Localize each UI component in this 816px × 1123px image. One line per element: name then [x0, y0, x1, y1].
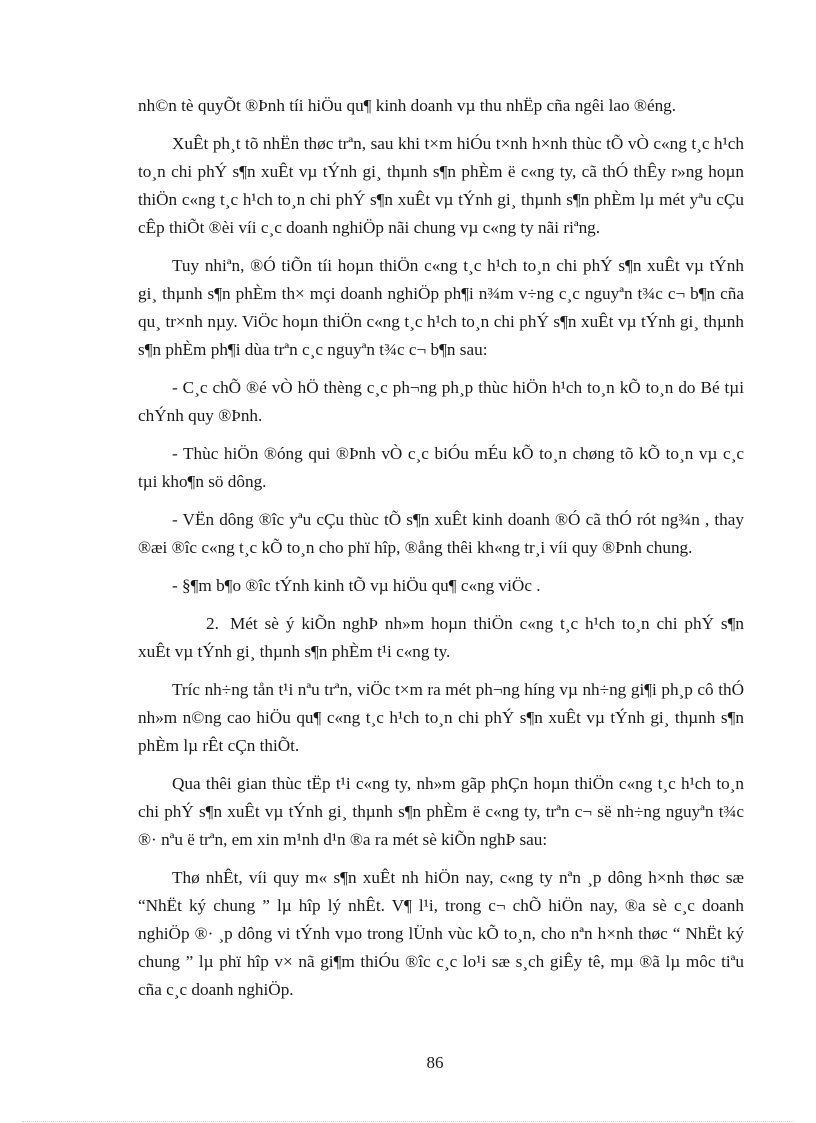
paragraph-5: Qua thêi gian thùc tËp t¹i c«ng ty, nh»m gãp phÇn hoµn thiÖn c«ng t¸c h¹ch to¸n chi phÝ s¶n xuÊt vµ tÝnh gi¸ thµnh s¶n phÈm ë c«ng ty, trªn c¬ së nh÷ng nguyªn t¾c ®· nªu ë trªn, em xin m¹nh d¹n ®a ra mét sè kiÕn nghÞ sau:	[138, 774, 744, 849]
paragraph-6: Thø nhÊt, víi quy m« s¶n xuÊt nh hiÖn nay, c«ng ty nªn ¸p dông h×nh thøc sæ “NhËt ký chung ” lµ hîp lý nhÊt. V¶ l¹i, trong c¬ chÕ hiÖn nay, ®a sè c¸c doanh nghiÖp ®· ¸p dông vi tÝnh vµo trong lÜnh vùc kÕ to¸n, cho nªn h×nh thøc “ NhËt ký chung ” lµ phï hîp v× nã gi¶m thiÓu ®îc c¸c lo¹i sæ s¸ch giÊy tê, mµ ®ã lµ môc tiªu cña c¸c doanh nghiÖp.	[138, 868, 744, 999]
bullet-item-3: - VËn dông ®îc yªu cÇu thùc tÕ s¶n xuÊt kinh doanh ®Ó cã thÓ rót ng¾n , thay ®æi ®îc c«ng t¸c kÕ to¸n cho phï hîp, ®ång thêi kh«ng tr¸i víi quy ®Þnh chung.	[138, 510, 744, 557]
section-heading	[138, 610, 744, 666]
page-bottom-divider	[22, 1121, 794, 1122]
paragraph-4: Tríc nh÷ng tån t¹i nªu trªn, viÖc t×m ra mét ph¬ng híng vµ nh÷ng gi¶i ph¸p cô thÓ nh»m n©ng cao hiÖu qu¶ c«ng t¸c h¹ch to¸n chi phÝ s¶n xuÊt vµ tÝnh gi¸ thµnh s¶n phÈm lµ rÊt cÇn thiÕt.	[138, 680, 744, 755]
bullet-item-2: - Thùc hiÖn ®óng qui ®Þnh vÒ c¸c biÓu mÉu kÕ to¸n chøng tõ kÕ to¸n vµ c¸c tµi kho¶n sö dông.	[138, 444, 744, 491]
section-title: Mét sè ý kiÕn nghÞ nh»m hoµn thiÖn c«ng t¸c h¹ch to¸n chi phÝ s¶n xuÊt vµ tÝnh gi¸ thµnh s¶n phÈm t¹i c«ng ty.	[138, 614, 744, 661]
paragraph-3: Tuy nhiªn, ®Ó tiÕn tíi hoµn thiÖn c«ng t¸c h¹ch to¸n chi phÝ s¶n xuÊt vµ tÝnh gi¸ thµnh s¶n phÈm th× mçi doanh nghiÖp ph¶i n¾m v÷ng c¸c nguyªn t¾c c¬ b¶n cña qu¸ tr×nh nµy. ViÖc hoµn thiÖn c«ng t¸c h¹ch to¸n chi phÝ s¶n xuÊt vµ tÝnh gi¸ thµnh s¶n phÈm ph¶i dùa trªn c¸c nguyªn t¾c c¬ b¶n sau:	[138, 256, 744, 359]
bullet-item-1: - C¸c chÕ ®é vÒ hÖ thèng c¸c ph¬ng ph¸p thùc hiÖn h¹ch to¸n kÕ to¸n do Bé tµi chÝnh quy ®Þnh.	[138, 378, 744, 425]
page-number-text: 86	[426, 1053, 444, 1072]
paragraph-2: XuÊt ph¸t tõ nhËn thøc trªn, sau khi t×m hiÓu t×nh h×nh thùc tÕ vÒ c«ng t¸c h¹ch to¸n chi phÝ s¶n xuÊt vµ tÝnh gi¸ thµnh s¶n phÈm ë c«ng ty, cã thÓ thÊy r»ng hoµn thiÖn c«ng t¸c h¹ch to¸n chi phÝ s¶n xuÊt vµ tÝnh gi¸ thµnh s¶n phÈm lµ mét yªu cÇu cÊp thiÕt ®èi víi c¸c doanh nghiÖp nãi chung vµ c«ng ty nãi riªng.	[138, 134, 744, 237]
section-number: 2.	[206, 614, 219, 633]
page-number	[0, 1053, 816, 1073]
bullet-item-4: - §¶m b¶o ®îc tÝnh kinh tÕ vµ hiÖu qu¶ c«ng viÖc .	[172, 576, 541, 595]
paragraph-1: nh©n tè quyÕt ®Þnh tíi hiÖu qu¶ kinh doanh vµ thu nhËp cña ngêi lao ®éng.	[138, 96, 677, 115]
document-body	[138, 92, 744, 1014]
